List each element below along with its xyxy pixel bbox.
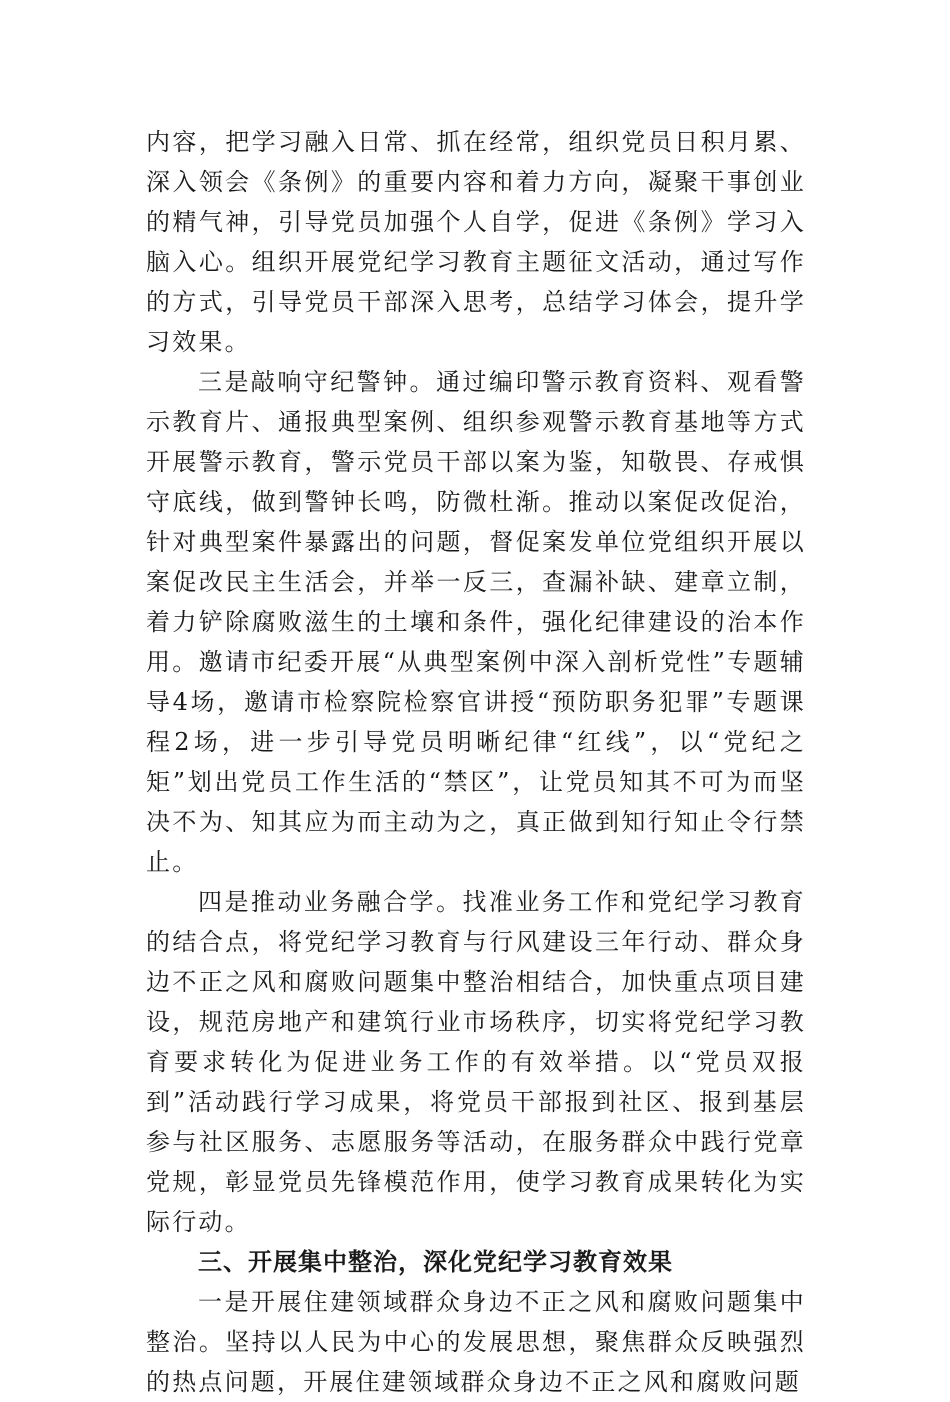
paragraph-continuation: 内容，把学习融入日常、抓在经常，组织党员日积月累、深入领会《条例》的重要内容和着力方向，凝聚干事创业的精气神，引导党员加强个人自学，促进《条例》学习入脑入心。组织开展党纪学习教育主题征文活动，通过写作的方式，引导党员干部深入思考，总结学习体会，提升学习效果。 — [146, 128, 806, 356]
paragraph-centralized-rectification: 一是开展住建领域群众身边不正之风和腐败问题集中整治。坚持以人民为中心的发展思想，聚焦群众反映强烈的热点问题，开展住建领域群众身边不正之风和腐败问题 — [146, 1288, 806, 1396]
section-heading: 三、开展集中整治，深化党纪学习教育效果 — [198, 1248, 673, 1276]
paragraph-business-integration: 四是推动业务融合学。找准业务工作和党纪学习教育的结合点，将党纪学习教育与行风建设三年行动、群众身边不正之风和腐败问题集中整治相结合，加快重点项目建设，规范房地产和建筑行业市场秩序，切实将党纪学习教育要求转化为促进业务工作的有效举措。以“党员双报到”活动践行学习成果，将党员干部报到社区、报到基层参与社区服务、志愿服务等活动，在服务群众中践行党章党规，彰显党员先锋模范作用，使学习教育成果转化为实际行动。 — [146, 888, 806, 1236]
document-body — [146, 122, 806, 1402]
paragraph-warning-bell: 三是敲响守纪警钟。通过编印警示教育资料、观看警示教育片、通报典型案例、组织参观警示教育基地等方式开展警示教育，警示党员干部以案为鉴，知敬畏、存戒惧守底线，做到警钟长鸣，防微杜渐。推动以案促改促治，针对典型案件暴露出的问题，督促案发单位党组织开展以案促改民主生活会，并举一反三，查漏补缺、建章立制，着力铲除腐败滋生的土壤和条件，强化纪律建设的治本作用。邀请市纪委开展“从典型案例中深入剖析党性”专题辅导4场，邀请市检察院检察官讲授“预防职务犯罪”专题课程2场，进一步引导党员明晰纪律“红线”，以“党纪之矩”划出党员工作生活的“禁区”，让党员知其不可为而坚决不为、知其应为而主动为之，真正做到知行知止令行禁止。 — [146, 368, 806, 876]
